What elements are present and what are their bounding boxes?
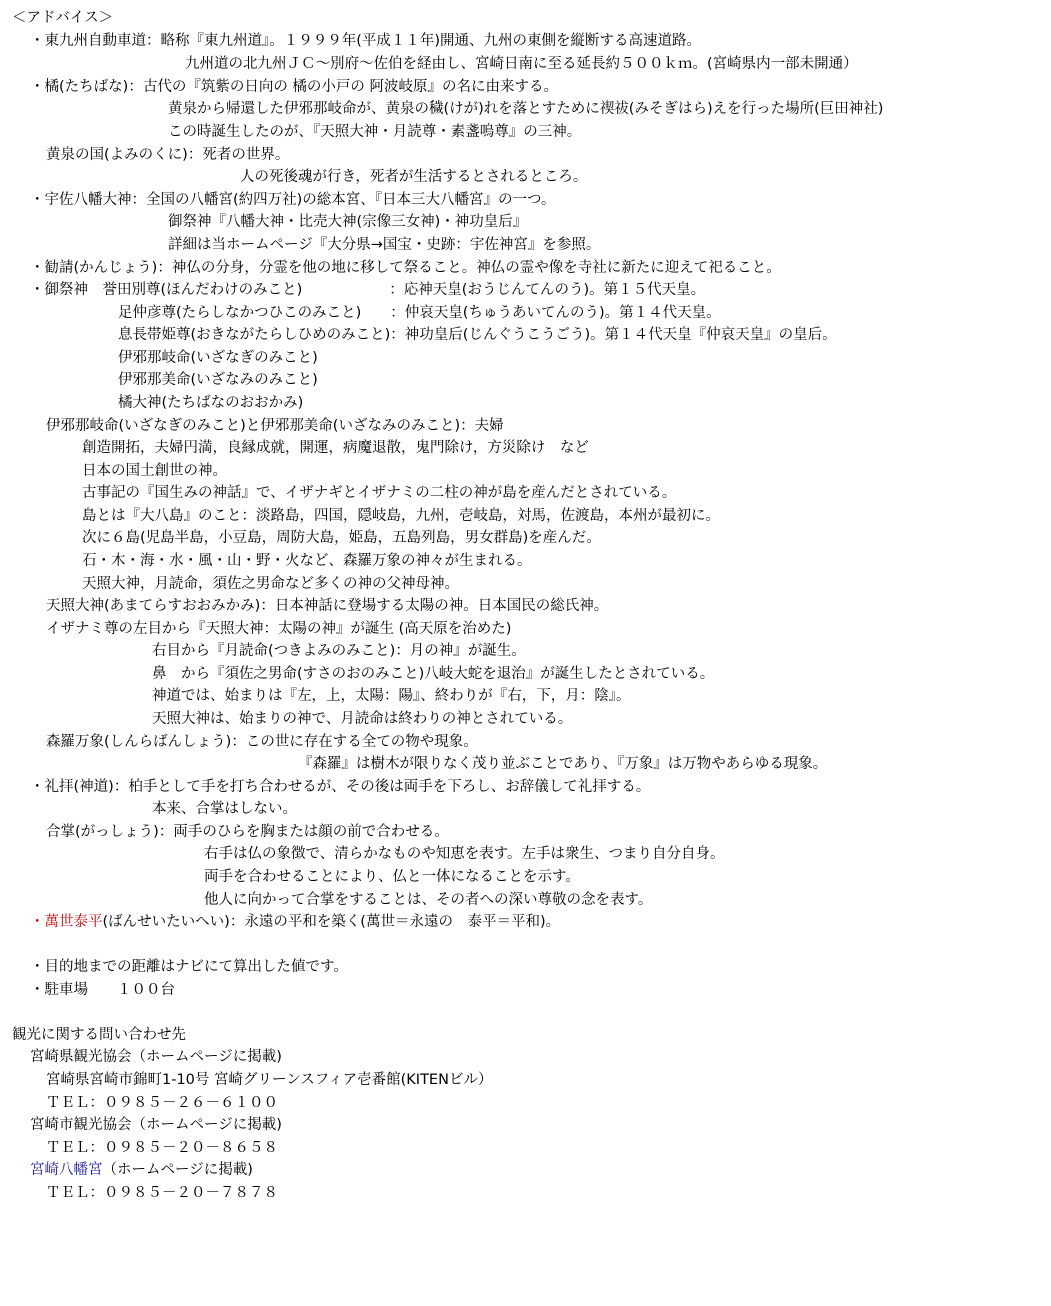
contact-city-org: 宮崎市観光協会（ホームページに掲載) (30, 1117, 282, 1133)
advice-line: 神道では、始まりは『左，上，太陽：陽』、終わりが『右，下，月：陰』。 (152, 688, 631, 704)
advice-line: 右手は仏の象徴で、清らかなものや知恵を表す。左手は衆生、つまり自分自身。 (204, 846, 725, 862)
advice-line: 日本の国土創世の神。 (82, 463, 227, 479)
advice-line: 他人に向かって合掌をすることは、その者への深い尊敬の念を表す。 (204, 892, 653, 908)
bansei-line (30, 912, 560, 932)
advice-line: 右目から『月読命(つきよみのみこと)：月の神』が誕生。 (152, 643, 526, 659)
advice-line: ・東九州自動車道：略称『東九州道』。１９９９年(平成１１年)開通、九州の東側を縦断する高速道路。 (30, 33, 702, 49)
contact-heading: 観光に関する問い合わせ先 (12, 1027, 186, 1043)
bansei-bullet: ・ (30, 914, 45, 930)
advice-line: 伊邪那岐命(いざなぎのみこと)と伊邪那美命(いざなみのみこと)：夫婦 (46, 418, 504, 434)
advice-line: 天照大神(あまてらすおおみかみ)：日本神話に登場する太陽の神。日本国民の総氏神。 (46, 598, 609, 614)
contact-shrine-line (30, 1160, 253, 1180)
advice-line: ・宇佐八幡大神：全国の八幡宮(約四万社)の総本宮、『日本三大八幡宮』の一つ。 (30, 192, 556, 208)
advice-line: 天照大神は、始まりの神で、月読命は終わりの神とされている。 (152, 711, 573, 727)
advice-line: 人の死後魂が行き，死者が生活するとされるところ。 (240, 169, 588, 185)
advice-line: 石・木・海・水・風・山・野・火など、森羅万象の神々が生まれる。 (82, 553, 532, 569)
advice-line: イザナミ尊の左目から『天照大神：太陽の神』が誕生 (高天原を治めた) (46, 621, 512, 637)
advice-line: 橘大神(たちばなのおおかみ) (118, 395, 304, 411)
advice-line: 黄泉の国(よみのくに)：死者の世界。 (46, 147, 290, 163)
contact-pref-address: 宮崎県宮崎市錦町1-10号 宮崎グリーンスフィア壱番館(KITENビル） (46, 1072, 493, 1088)
advice-line: 御祭神『八幡大神・比売大神(宗像三女神)・神功皇后』 (168, 214, 528, 230)
contact-pref-tel: ＴＥＬ：０９８５－２６－６１００ (46, 1095, 278, 1111)
advice-line: 古事記の『国生みの神話』で、イザナギとイザナミの二柱の神が島を産んだとされている。 (82, 485, 677, 501)
bansei-term: 萬世泰平 (44, 914, 103, 930)
contact-pref-org: 宮崎県観光協会（ホームページに掲載) (30, 1049, 282, 1065)
advice-line: 足仲彦尊(たらしなかつひこのみこと) ：仲哀天皇(ちゅうあいてんのう)。第１４代天皇。 (118, 305, 721, 321)
advice-line: 森羅万象(しんらばんしょう)：この世に存在する全ての物や現象。 (46, 734, 478, 750)
advice-line: ・御祭神 誉田別尊(ほんだわけのみこと) ：応神天皇(おうじんてんのう)。第１５代天皇。 (30, 282, 706, 298)
advice-line: この時誕生したのが、『天照大神・月読尊・素盞嗚尊』の三神。 (168, 124, 582, 140)
advice-line: 両手を合わせることにより、仏と一体になることを示す。 (204, 869, 580, 885)
shrine-link[interactable]: 宮崎八幡宮 (30, 1162, 103, 1178)
advice-line: 『森羅』は樹木が限りなく茂り並ぶことであり、『万象』は万物やあらゆる現象。 (298, 756, 828, 772)
advice-line: ・勧請(かんじょう)：神仏の分身，分霊を他の地に移して祭ること。神仏の霊や像を寺社に新たに迎えて祀ること。 (30, 260, 781, 276)
advice-line: 九州道の北九州ＪＣ～別府～佐伯を経由し、宮崎日南に至る延長約５００ｋｍ。(宮崎県内一部未開通） (185, 56, 858, 72)
advice-line: 合掌(がっしょう)：両手のひらを胸または顔の前で合わせる。 (46, 824, 449, 840)
note-line: ・目的地までの距離はナビにて算出した値です。 (30, 959, 348, 975)
advice-line: 伊邪那美命(いざなみのみこと) (118, 372, 318, 388)
advice-line: 黄泉から帰還した伊邪那岐命が、黄泉の穢(けが)れを落とすために禊祓(みそぎはら)えを行った場所(巨田神社) (168, 101, 884, 117)
advice-line: ・礼拝(神道)：柏手として手を打ち合わせるが、その後は両手を下ろし、お辞儀して礼拝する。 (30, 779, 651, 795)
contact-city-tel: ＴＥＬ：０９８５－２０－８６５８ (46, 1140, 278, 1156)
advice-line: ・橘(たちばな)：古代の『筑紫の日向の 橘の小戸の 阿波岐原』の名に由来する。 (30, 79, 559, 95)
advice-line: 次に６島(児島半島，小豆島，周防大島，姫島，五島列島，男女群島)を産んだ。 (82, 530, 601, 546)
note-line: ・駐車場 １００台 (30, 982, 175, 998)
contact-shrine-tel: ＴＥＬ：０９８５－２０－７８７８ (46, 1185, 278, 1201)
advice-line: 詳細は当ホームページ『大分県→国宝・史跡：宇佐神宮』を参照。 (168, 237, 601, 253)
advice-line: 伊邪那岐命(いざなぎのみこと) (118, 350, 318, 366)
bansei-rest: (ばんせいたいへい)：永遠の平和を築く(萬世＝永遠の 泰平＝平和)。 (102, 914, 561, 930)
advice-line: 鼻 から『須佐之男命(すさのおのみこと)八岐大蛇を退治』が誕生したとされている。 (152, 666, 715, 682)
advice-line: 天照大神，月読命，須佐之男命など多くの神の父神母神。 (82, 576, 459, 592)
advice-line: 息長帯姫尊(おきながたらしひめのみこと)：神功皇后(じんぐうこうごう)。第１４代天皇『仲哀天皇』の皇后。 (118, 327, 837, 343)
advice-heading: ＜アドバイス＞ (12, 10, 114, 26)
advice-line: 本来、合掌はしない。 (152, 801, 297, 817)
advice-line: 創造開拓，夫婦円満，良縁成就，開運，病魔退散，鬼門除け，方災除け など (82, 440, 589, 456)
advice-line: 島とは『大八島』のこと：淡路島，四国，隠岐島，九州，壱岐島，対馬，佐渡島，本州が最初に。 (82, 508, 720, 524)
shrine-suffix: （ホームページに掲載) (102, 1162, 253, 1178)
